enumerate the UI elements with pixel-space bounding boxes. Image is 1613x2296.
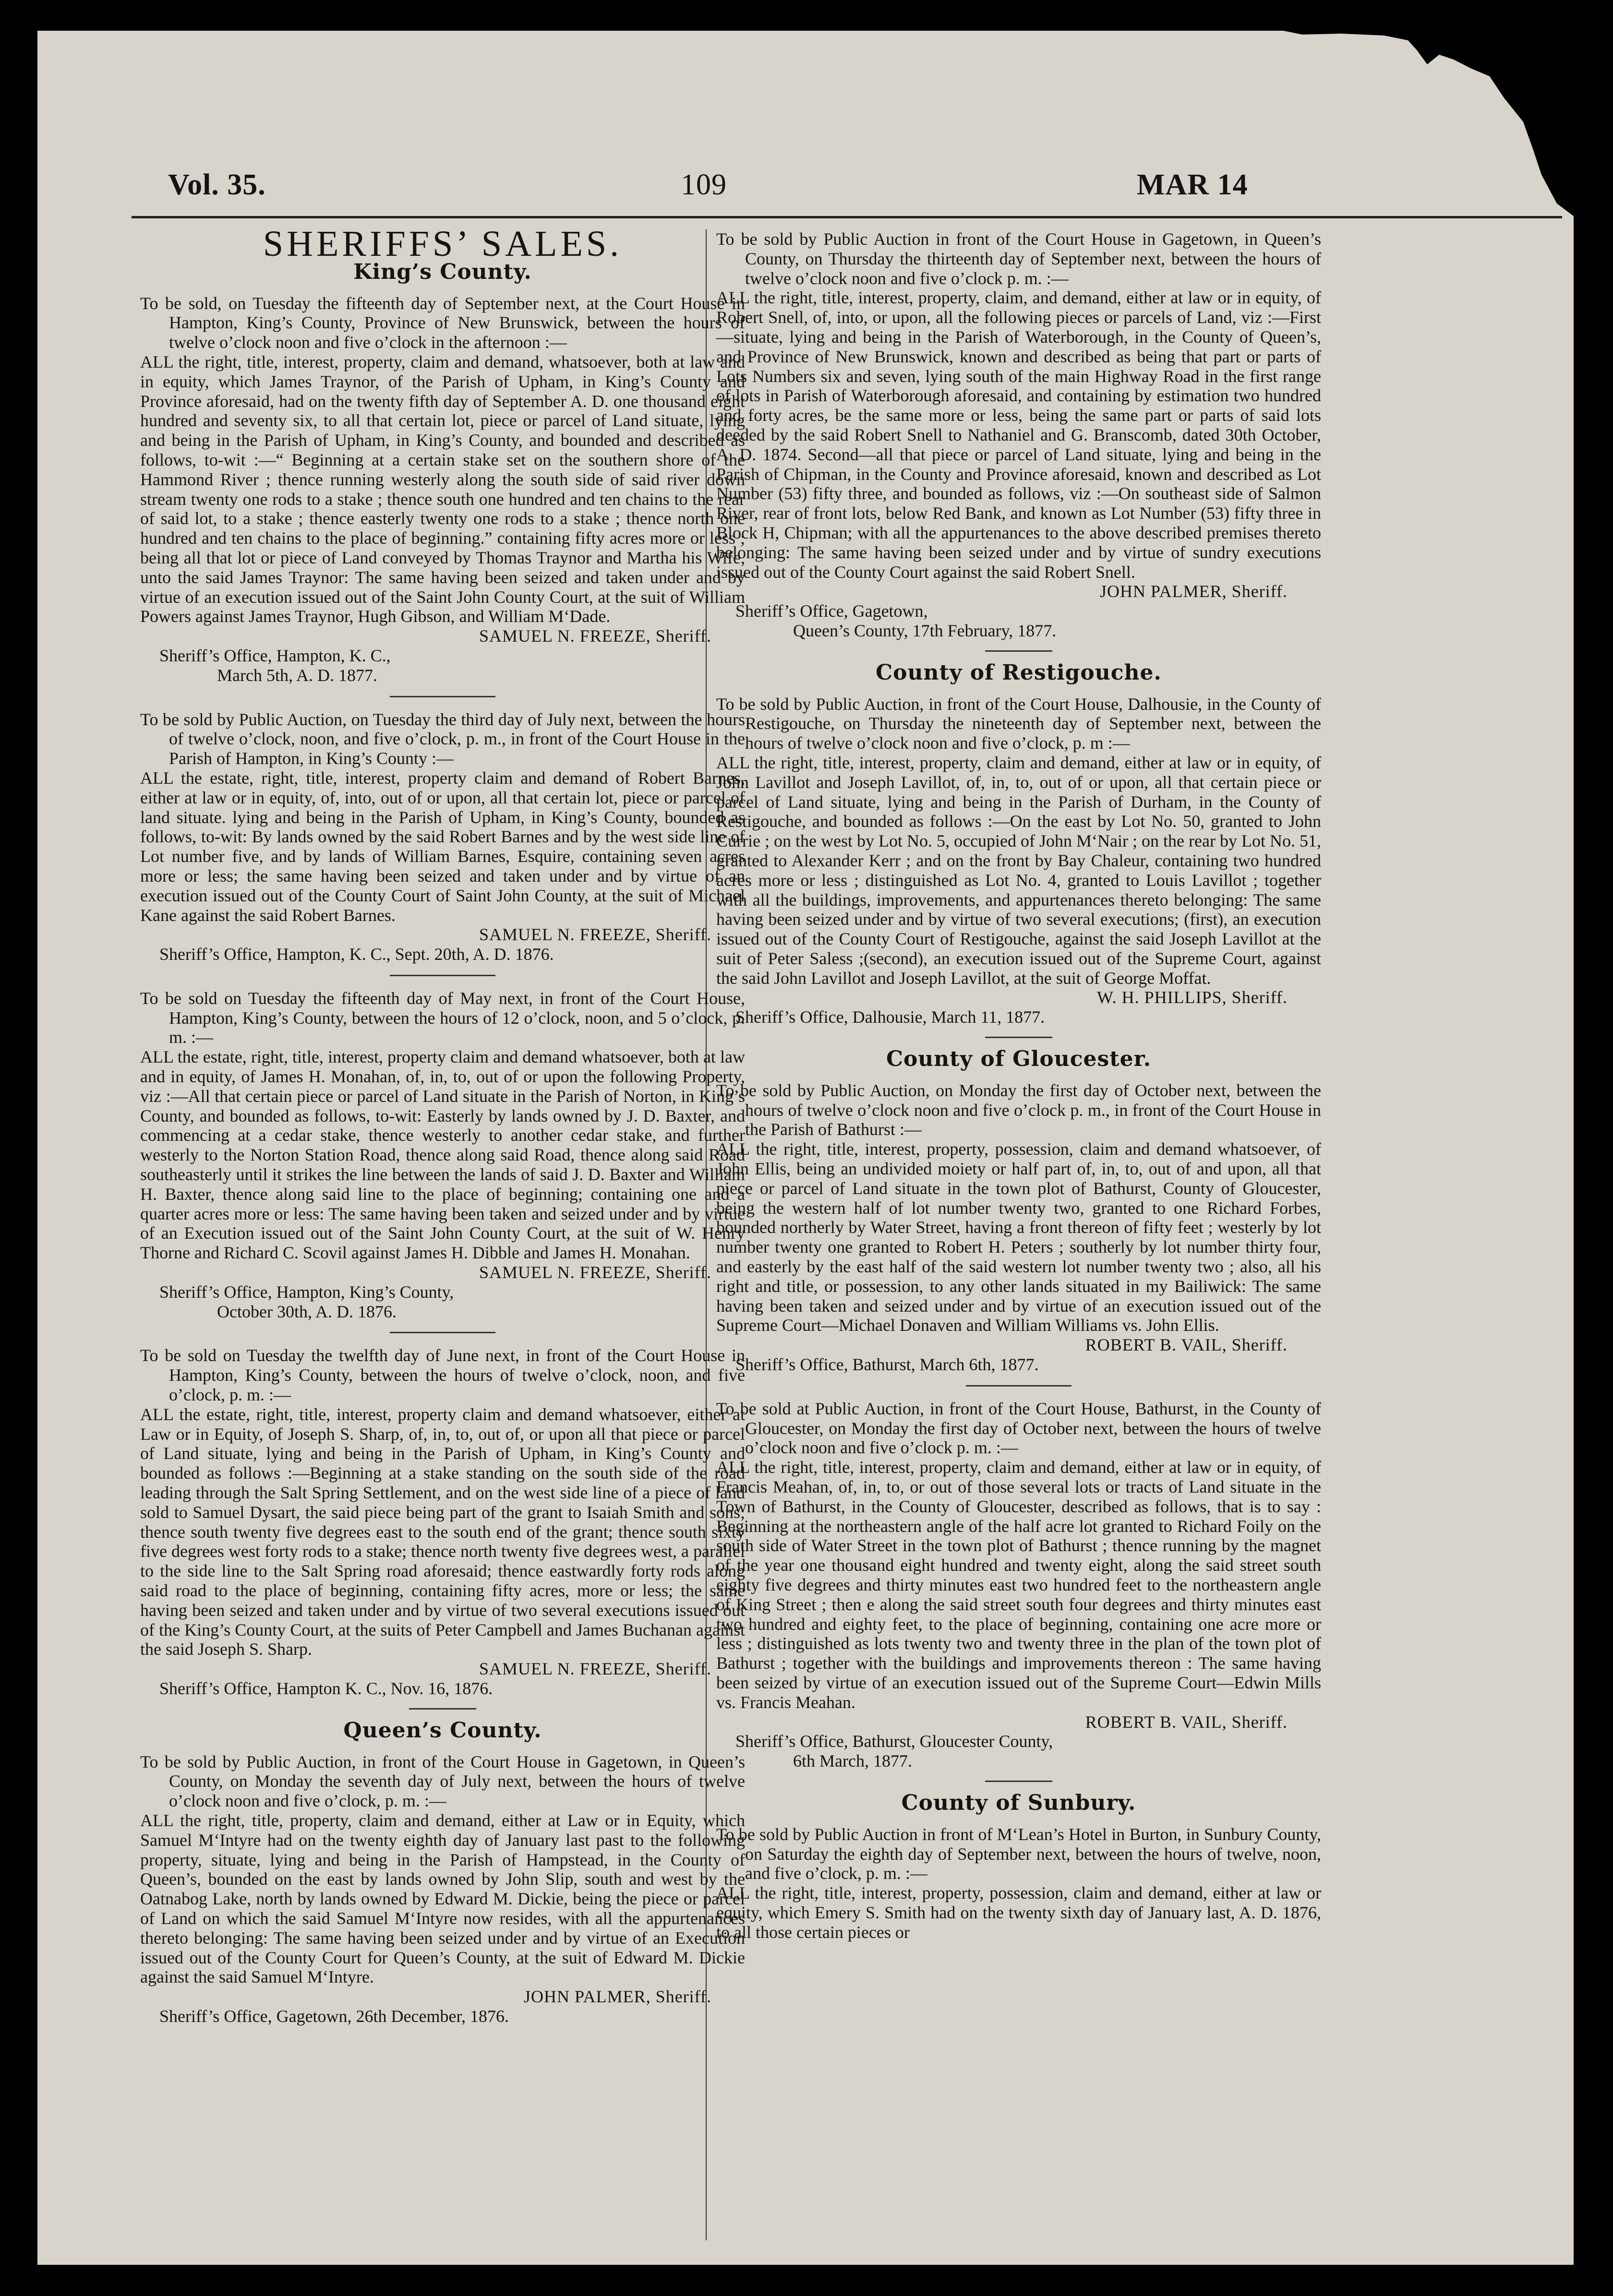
notice-intro: To be sold on Tuesday the fifteenth day of May next, in front of the Court House, Hampton, King’s County, between the hours of 12 o’clock, noon, and 5 o’clock, p. m. :— — [140, 988, 745, 1047]
issue-date: MAR 14 — [1137, 168, 1248, 201]
office-date: Queen’s County, 17th February, 1877. — [793, 621, 1057, 640]
notice-divider — [390, 975, 495, 976]
section-divider — [985, 1037, 1052, 1038]
county-heading-queens: Queen’s County. — [343, 1718, 542, 1743]
notice-intro: To be sold by Public Auction, in front of the Court House, Dalhousie, in the County of Restigouche, on Thursday the nineteenth day of September next, between the hours of twelve o’clock noon and five o’clock, p. m :— — [716, 694, 1321, 753]
sheriff-signature: SAMUEL N. FREEZE, Sheriff. — [479, 626, 711, 646]
notice-intro: To be sold by Public Auction, on Tuesday the third day of July next, between the hours of twelve o’clock, noon, and five o’clock, p. m., in front of the Court House in the Parish of Hampton, in King’s County :— — [140, 709, 745, 768]
notice-intro: To be sold by Public Auction, in front of the Court House in Gagetown, in Queen’s County, on Monday the seventh day of July next, between the hours of twelve o’clock noon and five o’clock, p. m. :— — [140, 1752, 745, 1811]
sheriff-office: Sheriff’s Office, Gagetown, — [735, 601, 928, 621]
notice-kings-3 — [140, 989, 745, 1322]
sheriff-signature: ROBERT B. VAIL, Sheriff. — [1085, 1712, 1288, 1732]
sheriff-signature: JOHN PALMER, Sheriff. — [523, 1987, 711, 2007]
notice-divider — [390, 696, 495, 697]
sheriff-office: Sheriff’s Office, Gagetown, 26th December, 1876. — [159, 2006, 509, 2026]
notice-intro: To be sold at Public Auction, in front of the Court House, Bathurst, in the County of Gloucester, on Monday the first day of October next, between the hours of twelve o’clock noon and five o’clock p. m. :— — [716, 1399, 1321, 1458]
notice-body: ALL the estate, right, title, interest, property claim and demand of Robert Barnes, either at law or in equity, of, into, out of or upon, all that certain lot, piece or parcel of land situate. lying and being in the Parish of Upham, in King’s County, bounded as follows, to-wit: By lands owned by the said Robert Barnes and by the west side line of Lot number five, and by lands of William Barnes, Esquire, containing seven acres more or less; the same having been seized and taken under and by virtue of an execution issued out of the County Court of Saint John County, at the suit of Michael Kane against the said Robert Barnes. — [140, 768, 745, 925]
notice-body: ALL the right, title, interest, property, claim and demand, whatsoever, both at law and in equity, which James Traynor, of the Parish of Upham, in King’s County and Province aforesaid, had on the twenty fifth day of September A. D. one thousand eight hundred and seventy six, to all that certain lot, piece or parcel of Land situate, lying and being in the Parish of Upham, in King’s County, and bounded and described as follows, to-wit :—“ Beginning at a certain stake set on the southern shore of the Hammond River ; thence running westerly along the south side of said river down stream twenty one rods to a stake ; thence south one hundred and ten chains to the rear of said lot, to a stake ; thence easterly twenty one rods to a stake ; thence north one hundred and ten chains to the place of beginning.” containing fifty acres more or less ; being all that lot or piece of Land conveyed by Thomas Traynor and Martha his Wife, unto the said James Traynor: The same having been seized and taken under and by virtue of an execution issued out of the Saint John County Court, at the suit of William Powers against James Traynor, Hugh Gibson, and William M‘Dade. — [140, 352, 745, 626]
section-divider — [409, 1708, 476, 1710]
section-divider — [985, 650, 1052, 652]
notice-gloucester-2 — [716, 1399, 1321, 1771]
notice-intro: To be sold on Tuesday the twelfth day of June next, in front of the Court House in Hampton, King’s County, between the hours of twelve o’clock, noon, and five o’clock, p. m. :— — [140, 1346, 745, 1405]
notice-divider — [390, 1332, 495, 1333]
county-heading-kings: King’s County. — [353, 259, 532, 284]
office-date: 6th March, 1877. — [793, 1751, 912, 1771]
sheriff-signature: SAMUEL N. FREEZE, Sheriff. — [479, 1659, 711, 1679]
notice-kings-1 — [140, 294, 745, 685]
sheriff-signature: ROBERT B. VAIL, Sheriff. — [1085, 1335, 1288, 1355]
notice-divider — [966, 1385, 1071, 1387]
notice-intro: To be sold, on Tuesday the fifteenth day of September next, at the Court House in Hampton, King’s County, Province of New Brunswick, between the hours of twelve o’clock noon and five o’clock in the afternoon :— — [140, 293, 745, 352]
sheriff-office: Sheriff’s Office, Dalhousie, March 11, 1877. — [735, 1007, 1045, 1027]
volume-label: Vol. 35. — [168, 168, 266, 201]
notice-body: ALL the right, title, interest, property, possession, claim and demand whatsoever, of John Ellis, being an undivided moiety or half part of, in, to, out of and upon, all that piece or parcel of Land situate in the town plot of Bathurst, County of Gloucester, being the western half of lot number twenty two, granted to one Richard Forbes, bounded northerly by Water Street, having a front thereon of fifty feet ; westerly by lot number twenty one granted to Robert H. Peters ; southerly by lot number thirty four, and easterly by the east half of the said western lot number twenty two ; also, all his right and title, or possession, to any other lands situated in my Bailiwick: The same having been taken and seized under and by virtue of an execution issued out of the Supreme Court—Michael Donaven and William Williams vs. John Ellis. — [716, 1139, 1321, 1335]
left-column — [140, 224, 745, 2026]
notice-body: ALL the right, title, property, claim and demand, either at Law or in Equity, which Samuel M‘Intyre had on the twenty eighth day of January last past to the following property, situate, lying and being in the Parish of Hampstead, in the County of Queen’s, bounded on the east by lands owned by John Slip, south and west by the Oatnabog Lake, north by lands owned by Edward M. Dickie, being the piece or parcel of Land on which the said Samuel M‘Intyre now resides, with all the appurtenances thereto belonging: The same having been seized under and by virtue of an Execution issued out of the County Court for Queen’s County, at the suit of Edward M. Dickie against the said Samuel M‘Intyre. — [140, 1810, 745, 1987]
county-heading-restigouche: County of Restigouche. — [876, 660, 1162, 685]
notice-intro: To be sold by Public Auction, on Monday the first day of October next, between the hours of twelve o’clock noon and five o’clock p. m., in front of the Court House in the Parish of Bathurst :— — [716, 1080, 1321, 1139]
notice-kings-4 — [140, 1346, 745, 1698]
sheriff-signature: W. H. PHILLIPS, Sheriff. — [1096, 988, 1288, 1007]
notice-intro: To be sold by Public Auction in front of M‘Lean’s Hotel in Burton, in Sunbury County, on Saturday the eighth day of September next, between the hours of twelve, noon, and five o’clock, p. m. :— — [716, 1824, 1321, 1883]
sheriff-office: Sheriff’s Office, Bathurst, Gloucester County, — [735, 1732, 1053, 1751]
notice-sunbury-1 — [716, 1825, 1321, 1942]
page-title: SHERIFFS’ SALES. — [263, 224, 623, 264]
sheriff-office: Sheriff’s Office, Hampton K. C., Nov. 16, 1876. — [159, 1678, 493, 1698]
page-header — [37, 31, 1574, 218]
notice-body: ALL the right, title, interest, property, possession, claim and demand, either at law or equity, which Emery S. Smith had on the twenty sixth day of January last, A. D. 1876, to all those certain pieces or — [716, 1883, 1321, 1942]
sheriff-office: Sheriff’s Office, Bathurst, March 6th, 1877. — [735, 1355, 1039, 1375]
notice-kings-2 — [140, 710, 745, 964]
sheriff-office: Sheriff’s Office, Hampton, K. C., — [159, 646, 391, 665]
office-date: October 30th, A. D. 1876. — [217, 1302, 397, 1321]
sheriff-signature: SAMUEL N. FREEZE, Sheriff. — [479, 925, 711, 945]
office-date: March 5th, A. D. 1877. — [217, 665, 377, 685]
sheriff-signature: JOHN PALMER, Sheriff. — [1099, 582, 1288, 601]
notice-body: ALL the estate, right, title, interest, property claim and demand whatsoever, either at Law or in Equity, of Joseph S. Sharp, of, in, to, out of, or upon all that piece or parcel of Land situate, lying and being in the Parish of Upham, in King’s County and bounded as follows :—Beginning at a stake standing on the south side of the road leading through the Salt Spring Settlement, and on the west side line of a piece of land sold to Samuel Dysart, the said piece being part of the grant to Isaiah Smith and sons; thence south twenty five degrees east to the south end of the grant; thence south sixty five degrees west forty rods to a stake; thence north twenty five degrees west, a parallel to the side line to the Salt Spring road aforesaid; thence eastwardly forty rods along said road to the place of beginning, containing fifty acres, more or less; the same having been seized and taken under and by virtue of two several executions issued out of the King’s County Court, at the suits of Peter Campbell and James Buchanan against the said Joseph S. Sharp. — [140, 1404, 745, 1659]
county-heading-sunbury: County of Sunbury. — [901, 1790, 1136, 1815]
notice-body: ALL the right, title, interest, property, claim and demand, either at law or in equity, of Francis Meahan, of, in, to, or out of those several lots or tracts of Land situate in the Town of Bathurst, in the County of Gloucester, described as follows, that is to say : Beginning at the northeastern angle of the half acre lot granted to Richard Foily on the south side of Water Street in the town plot of Bathurst ; thence running by the magnet of the year one thousand eight hundred and twenty eight, along the said street south eighty five degrees and thirty minutes east two hundred feet to the northeastern angle of King Street ; then e along the said street south four degrees and thirty minutes east two hundred and eighty feet, to the place of beginning, containing one acre more or less ; distinguished as lots twenty two and twenty three in the plan of the town plot of Bathurst ; together with the buildings and improvements thereon : The same having been seized by virtue of an execution issued out of the Supreme Court—Edwin Mills vs. Francis Meahan. — [716, 1458, 1321, 1712]
section-divider — [985, 1781, 1052, 1782]
right-column — [716, 229, 1321, 1942]
notice-body: ALL the estate, right, title, interest, property claim and demand whatsoever, both at law and in equity, of James H. Monahan, of, in, to, out of or upon the following Property, viz :—All that certain piece or parcel of Land situate in the Parish of Norton, in King’s County, and bounded as follows, to-wit: Easterly by lands owned by J. D. Baxter, and commencing at a cedar stake, thence westerly to another cedar stake, and further westerly to the Norton Station Road, thence along said Road, thence along said Road southeasterly until it strikes the line between the lands of said J. D. Baxter and William H. Baxter, thence along said line to the place of beginning; containing one and a quarter acres more or less: The same having been taken and seized under and by virtue of an Execution issued out of the Saint John County Court, at the suit of W. Henry Thorne and Richard C. Scovil against James H. Dibble and James H. Monahan. — [140, 1047, 745, 1263]
notice-queens-2 — [716, 229, 1321, 641]
newspaper-page — [37, 31, 1574, 2265]
header-rule — [132, 216, 1562, 218]
notice-intro: To be sold by Public Auction in front of the Court House in Gagetown, in Queen’s County, on Thursday the thirteenth day of September next, between the hours of twelve o’clock noon and five o’clock p. m. :— — [716, 229, 1321, 288]
notice-gloucester-1 — [716, 1081, 1321, 1375]
county-heading-gloucester: County of Gloucester. — [886, 1047, 1152, 1072]
sheriff-office: Sheriff’s Office, Hampton, King’s County, — [159, 1282, 454, 1302]
notice-queens-1 — [140, 1752, 745, 2026]
page-number: 109 — [681, 168, 727, 201]
notice-body: ALL the right, title, interest, property, claim, and demand, either at law or in equity, of Robert Snell, of, into, or upon, all the following pieces or parcels of Land, viz :—First—situate, lying and being in the Parish of Waterborough, in the County of Queen’s, and Province of New Brunswick, known and described as being that part or parts of Lots Numbers six and seven, lying south of the main Highway Road in the first range of lots in Parish of Waterborough aforesaid, and containing by estimation two hundred and forty acres, be the same more or less, being the same part or parts of said lots deeded by the said Robert Snell to Nathaniel and G. Branscomb, dated 30th October, A. D. 1874. Second—all that piece or parcel of Land situate, lying and being in the Parish of Chipman, in the County and Province aforesaid, known and described as Lot Number (53) fifty three, and bounded as follows, viz :—On southeast side of Salmon River, rear of front lots, below Red Bank, and known as Lot Number (53) fifty three in Block H, Chipman; with all the appurtenances to the above described premises thereto belonging: The same having been seized under and by virtue of sundry executions issued out of the County Court against the said Robert Snell. — [716, 288, 1321, 582]
notice-body: ALL the right, title, interest, property, claim and demand, either at law or in equity, of John Lavillot and Joseph Lavillot, of, in, to, out of or upon, all that certain piece or parcel of Land situate, lying and being in the Parish of Durham, in the County of Restigouche, and bounded as follows :—On the east by Lot No. 50, granted to John Currie ; on the west by Lot No. 5, occupied of John M‘Nair ; on the rear by Lot No. 51, granted to Alexander Kerr ; and on the front by Bay Chaleur, containing two hundred acres more or less ; distinguished as Lot No. 4, granted to Louis Lavillot ; together with all the buildings, improvements, and appurtenances thereto belonging: The same having been seized under and by virtue of two several executions; (first), an execution issued out of the County Court of Restigouche, against the said Joseph Lavillot at the suit of Peter Saless ;(second), an execution issued out of the Supreme Court, against the said John Lavillot and Joseph Lavillot, at the suit of George Moffat. — [716, 753, 1321, 988]
notice-restigouche-1 — [716, 694, 1321, 1028]
sheriff-signature: SAMUEL N. FREEZE, Sheriff. — [479, 1263, 711, 1282]
sheriff-office: Sheriff’s Office, Hampton, K. C., Sept. 20th, A. D. 1876. — [159, 945, 554, 964]
